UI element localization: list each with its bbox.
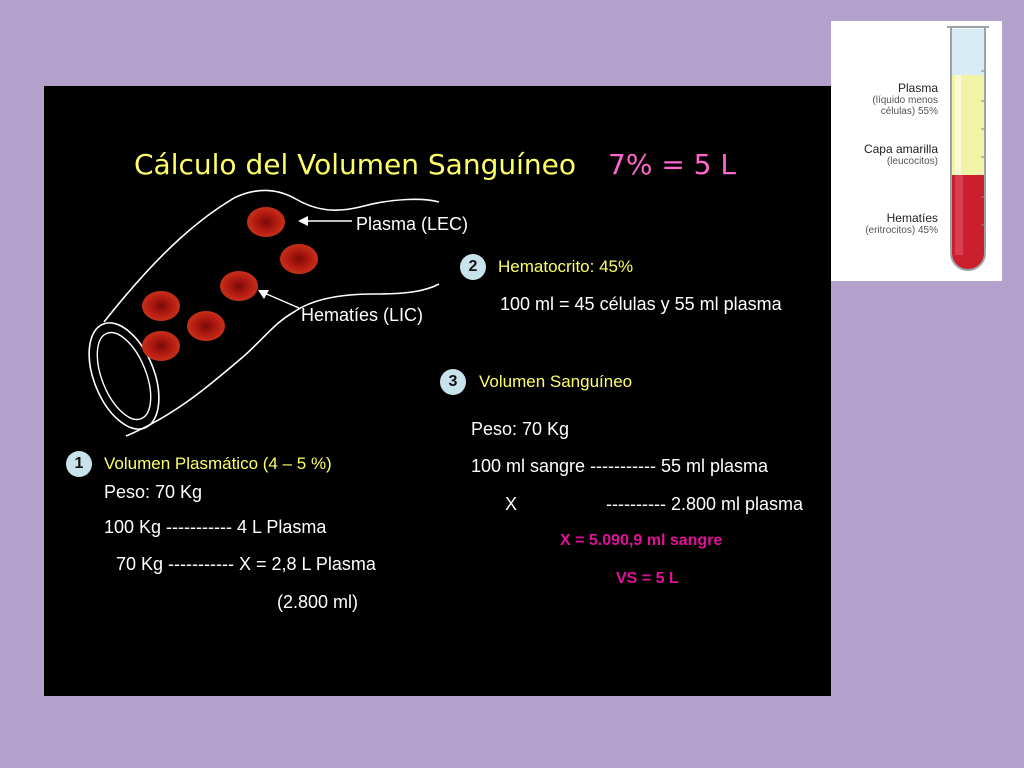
tube-hematies-label-group	[865, 211, 938, 236]
section-1-line1: 100 Kg ----------- 4 L Plasma	[104, 517, 327, 537]
section-1-heading: Volumen Plasmático (4 – 5 %)	[104, 454, 332, 473]
section-3-line1: 100 ml sangre ----------- 55 ml plasma	[471, 456, 769, 476]
section-3-line2: ---------- 2.800 ml plasma	[606, 494, 804, 514]
tube-capa-sub: (leucocitos)	[886, 156, 938, 167]
tube-plasma-label: Plasma	[897, 81, 938, 95]
section-3-peso: Peso: 70 Kg	[471, 419, 570, 439]
tube-hematies-sub: (eritrocitos) 45%	[865, 225, 938, 236]
title-equation: 7% = 5 L	[608, 148, 736, 181]
section-2-line1: 100 ml = 45 células y 55 ml plasma	[500, 294, 782, 314]
slide-title: Cálculo del Volumen Sanguíneo	[134, 148, 576, 181]
tube-capa-label: Capa amarilla	[863, 142, 938, 156]
tube-plasma-sub1: (líquido menos	[872, 95, 938, 106]
plasma-lec-label: Plasma (LEC)	[356, 214, 469, 234]
section-1-line3: (2.800 ml)	[277, 592, 359, 612]
section-2-badge: 2	[460, 254, 486, 280]
section-3-heading: Volumen Sanguíneo	[479, 372, 633, 391]
tube-plasma-sub2: células) 55%	[880, 106, 938, 117]
result-vs: VS = 5 L	[616, 570, 679, 587]
section-1-peso: Peso: 70 Kg	[104, 482, 203, 502]
section-1-badge: 1	[66, 451, 92, 477]
hematies-lic-label: Hematíes (LIC)	[301, 305, 424, 325]
section-3-badge: 3	[440, 369, 466, 395]
section-2-heading: Hematocrito: 45%	[498, 257, 634, 276]
tube-capa-label-group	[864, 142, 938, 167]
tube-plasma-label-group	[872, 81, 938, 117]
result-blood-ml: X = 5.090,9 ml sangre	[560, 532, 723, 549]
tube-hematies-label: Hematíes	[886, 211, 938, 225]
section-1-line2: 70 Kg ----------- X = 2,8 L Plasma	[116, 554, 376, 574]
test-tube-panel	[831, 21, 1002, 281]
section-3-x: X	[505, 494, 518, 514]
